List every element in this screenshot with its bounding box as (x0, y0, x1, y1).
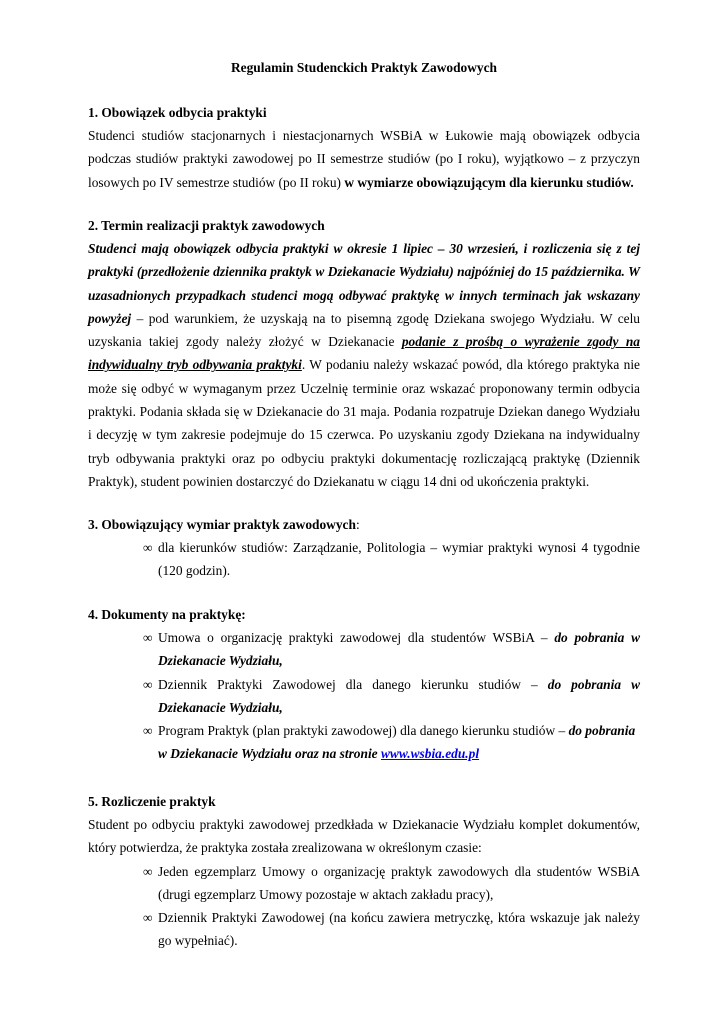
list-item: ∞ Program Praktyk (plan praktyki zawodowej) dla danego kierunku studiów – do pobrania w Dziekanacie Wydziału oraz na stronie www.wsbia.edu.pl (88, 719, 640, 766)
section-2-text: Studenci mają obowiązek odbycia praktyki w okresie 1 lipiec – 30 wrzesień, i rozliczenia się z tej praktyki (przedłożenie dziennika praktyk w Dziekanacie Wydziału) najpóźniej do 15 października. W uzasadnionych przypadkach studenci mogą odbywać praktykę w innych terminach jak wskazany powyżej – pod warunkiem, że uzyskają na to pisemną zgodę Dziekana swojego Wydziału. W celu uzyskania takiej zgody należy złożyć w Dziekanacie podanie z prośbą o wyrażenie zgody na indywidualny tryb odbywania praktyki. W podaniu należy wskazać powód, dla którego praktyka nie może się odbyć w wymaganym przez Uczelnię terminie oraz wskazać proponowany termin odbycia praktyki. Podania składa się w Dziekanacie do 31 maja. Podania rozpatruje Dziekan danego Wydziału i decyzję w tym zakresie podejmuje do 15 czerwca. Po uzyskaniu zgody Dziekana na indywidualny tryb odbywania praktyki oraz po odbyciu praktyki dokumentację rozliczającą praktykę (Dziennik Praktyk), student powinien dostarczyć do Dziekanatu w ciągu 14 dni od ukończenia praktyki. (88, 241, 640, 489)
infinity-bullet-icon: ∞ (143, 910, 153, 926)
section-3 (88, 513, 640, 583)
section-3-heading: 3. Obowiązujący wymiar praktyk zawodowych: (88, 517, 360, 532)
document-title: Regulamin Studenckich Praktyk Zawodowych (231, 60, 497, 75)
list-item: ∞ dla kierunków studiów: Zarządzanie, Politologia – wymiar praktyki wynosi 4 tygodnie (120 godzin). (88, 536, 640, 583)
list-item: ∞ Umowa o organizację praktyki zawodowej dla studentów WSBiA – do pobrania w Dziekanacie Wydziału, (88, 626, 640, 673)
section-2-underlined: podanie z prośbą o wyrażenie zgody na indywidualny tryb odbywania praktyki (88, 334, 640, 373)
list-item: ∞ Dziennik Praktyki Zawodowej (na końcu zawiera metryczkę, która wskazuje jak należy go wypełniać). (88, 906, 640, 953)
section-2-heading: 2. Termin realizacji praktyk zawodowych (88, 218, 325, 233)
section-1-heading: 1. Obowiązek odbycia praktyki (88, 105, 267, 120)
list-item: ∞ Jeden egzemplarz Umowy o organizację praktyk zawodowych dla studentów WSBiA (drugi egzemplarz Umowy pozostaje w aktach zakładu pracy), (88, 860, 640, 907)
section-5-list (88, 860, 640, 953)
section-5-text: Student po odbyciu praktyki zawodowej przedkłada w Dziekanacie Wydziału komplet dokumentów, który potwierdza, że praktyka została zrealizowana w określonym czasie: (88, 817, 640, 856)
section-1-bold: w wymiarze obowiązującym dla kierunku studiów. (344, 174, 634, 190)
infinity-bullet-icon: ∞ (143, 676, 153, 692)
section-4 (88, 603, 640, 766)
section-1 (88, 101, 640, 194)
section-5 (88, 790, 640, 953)
website-link[interactable]: www.wsbia.edu.pl (380, 746, 480, 762)
section-2-italic: Studenci mają obowiązek odbycia praktyki w okresie 1 lipiec – 30 wrzesień, i rozliczenia się z tej praktyki (przedłożenie dziennika praktyk w Dziekanacie Wydziału) najpóźniej do 15 października. W uzasadnionych przypadkach studenci mogą odbywać praktykę w innych terminach jak wskazany powyżej (88, 241, 640, 326)
section-4-heading: 4. Dokumenty na praktykę: (88, 607, 246, 622)
section-3-list (88, 536, 640, 583)
infinity-bullet-icon: ∞ (143, 540, 153, 555)
infinity-bullet-icon: ∞ (143, 863, 153, 879)
infinity-bullet-icon: ∞ (143, 723, 153, 739)
list-item: ∞ Dziennik Praktyki Zawodowej dla danego kierunku studiów – do pobrania w Dziekanacie Wydziału, (88, 673, 640, 720)
section-4-list (88, 626, 640, 766)
infinity-bullet-icon: ∞ (143, 630, 153, 645)
section-2 (88, 214, 640, 493)
section-1-text: Studenci studiów stacjonarnych i niestacjonarnych WSBiA w Łukowie mają obowiązek odbycia podczas studiów praktyki zawodowej po II semestrze studiów (po I roku), wyjątkowo – z przyczyn losowych po IV semestrze studiów (po II roku) w wymiarze obowiązującym dla kierunku studiów. (88, 128, 640, 190)
section-5-heading: 5. Rozliczenie praktyk (88, 794, 216, 809)
